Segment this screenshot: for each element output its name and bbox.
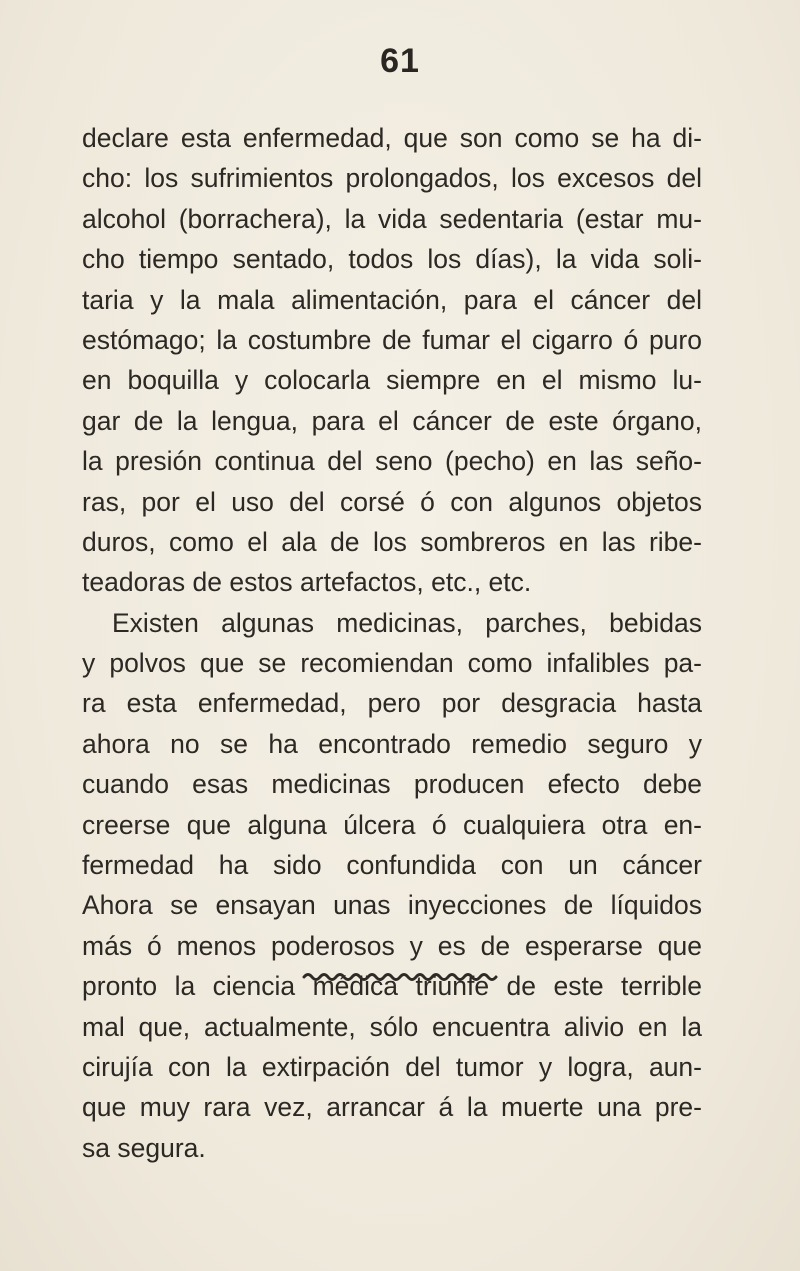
page-number: 61 xyxy=(380,42,420,80)
text-line: ra esta enfermedad, pero por desgracia hasta xyxy=(82,688,702,719)
text-line: cirujía con la extirpación del tumor y logra, aun- xyxy=(82,1051,702,1082)
text-line: teadoras de estos artefactos, etc., etc. xyxy=(82,567,532,598)
text-line: gar de la lengua, para el cáncer de este órgano, xyxy=(82,405,702,436)
text-line: en boquilla y colocarla siempre en el mismo lu- xyxy=(82,365,702,396)
text-line: sa segura. xyxy=(82,1132,206,1163)
wavy-rule-ornament xyxy=(302,970,498,984)
text-line: más ó menos poderosos y es de esperarse que xyxy=(82,930,702,961)
text-line: cho tiempo sentado, todos los días), la vida soli- xyxy=(82,244,702,275)
text-line: fermedad ha sido confundida con un cáncer xyxy=(82,850,702,881)
text-line: cho: los sufrimientos prolongados, los excesos del xyxy=(82,163,702,194)
paragraph-start-line: Existen algunas medicinas, parches, bebidas xyxy=(112,607,702,638)
text-line: creerse que alguna úlcera ó cualquiera otra en- xyxy=(82,809,702,840)
text-line: y polvos que se recomiendan como infalibles pa- xyxy=(82,648,702,679)
text-line: la presión continua del seno (pecho) en las seño- xyxy=(82,446,702,477)
text-line: duros, como el ala de los sombreros en las ribe- xyxy=(82,526,702,557)
text-line: pronto la ciencia médica triunfe de este terrible xyxy=(82,971,702,1002)
text-line: declare esta enfermedad, que son como se ha di- xyxy=(82,123,702,153)
text-line: cuando esas medicinas producen efecto debe xyxy=(82,769,702,800)
body-text xyxy=(82,118,702,1168)
text-line: que muy rara vez, arrancar á la muerte una pre- xyxy=(82,1092,702,1123)
text-line: estómago; la costumbre de fumar el cigarro ó puro xyxy=(82,324,702,355)
text-line: alcohol (borrachera), la vida sedentaria (estar mu- xyxy=(82,203,702,234)
text-line: ras, por el uso del corsé ó con algunos objetos xyxy=(82,486,702,517)
text-line: ahora no se ha encontrado remedio seguro y xyxy=(82,728,702,759)
text-line: mal que, actualmente, sólo encuentra alivio en la xyxy=(82,1011,702,1042)
text-line: Ahora se ensayan unas inyecciones de líquidos xyxy=(82,890,702,921)
text-line: taria y la mala alimentación, para el cáncer del xyxy=(82,284,702,315)
